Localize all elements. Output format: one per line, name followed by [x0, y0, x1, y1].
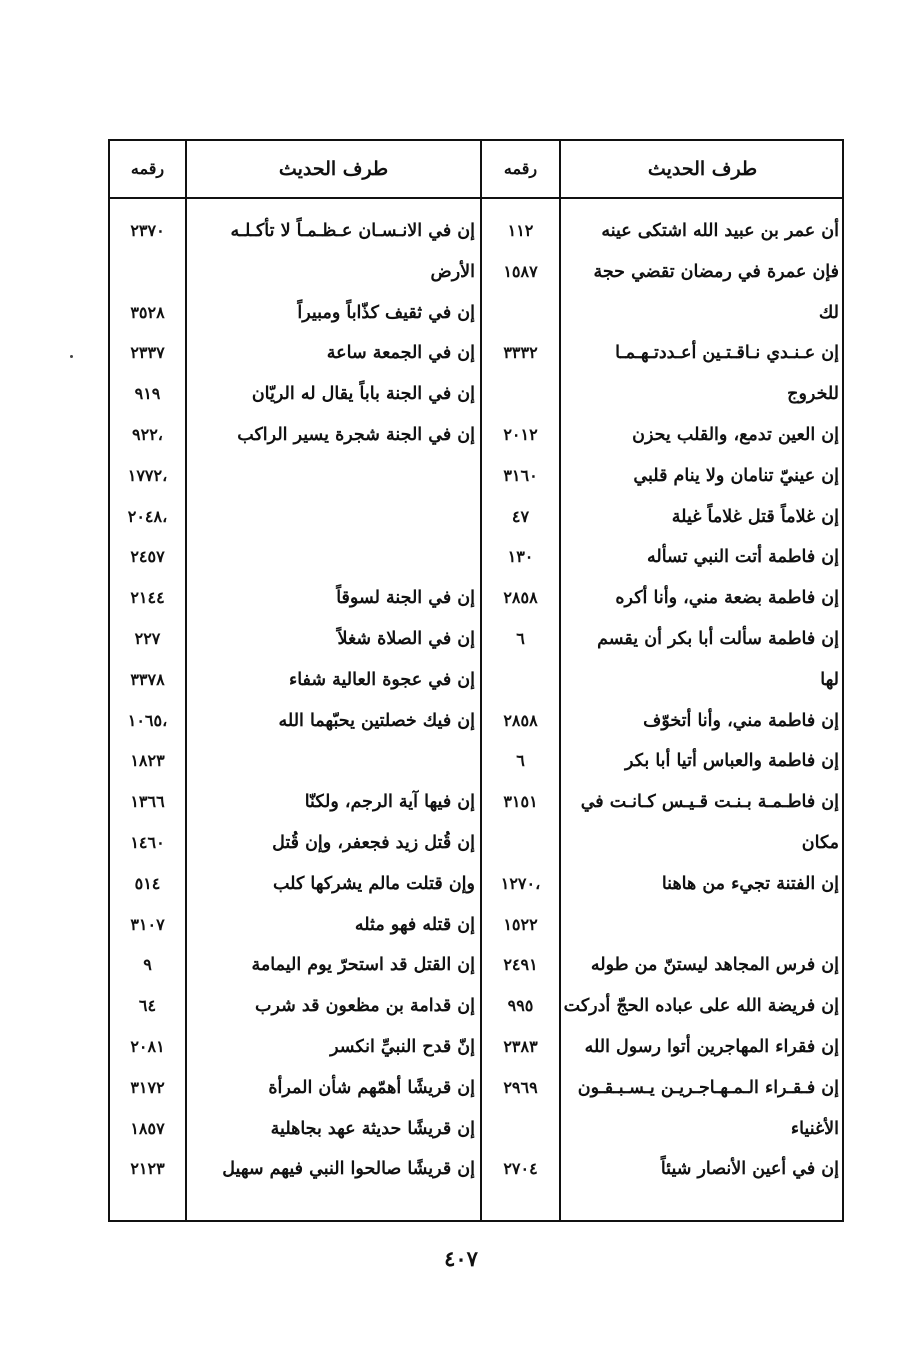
- left-row-hadith-number: ٩٢٢،: [132, 425, 163, 444]
- right-row-hadith-text: إن فاطمة بضعة مني، وأنا أكره: [615, 588, 839, 609]
- left-row-hadith-number: ١٨٥٧: [130, 1118, 165, 1138]
- left-row-hadith-text: إن فيها آية الرجم، ولكنّا: [304, 792, 475, 813]
- right-row-hadith-number: [482, 293, 559, 333]
- left-row-hadith-number: ١٣٦٦: [130, 792, 165, 812]
- left-row-hadith-text: إن القتل قد استحرّ يوم اليمامة: [251, 955, 475, 976]
- right-row-hadith-number: ٢٨٥٨: [503, 588, 538, 608]
- left-row-hadith-text: إن قريشًا صالحوا النبي فيهم سهيل: [222, 1159, 475, 1180]
- right-row-hadith-text: فإن عمرة في رمضان تقضي حجة: [593, 261, 839, 282]
- right-row-hadith-number: ٩٩٥: [507, 996, 534, 1016]
- right-row-hadith-text: إن فاطمة والعباس أتيا أبا بكر: [625, 751, 839, 772]
- right-row-hadith-text: إن الفتنة تجيء من هاهنا: [661, 873, 839, 894]
- left-row-hadith-text: إن في عجوة العالية شفاء: [288, 669, 475, 690]
- left-row-hadith-text: إن في الجنة باباً يقال له الريّان: [251, 384, 475, 405]
- left-row-hadith-number: ١٧٧٢،: [127, 465, 168, 485]
- right-row-hadith-text: إن فريضة الله على عباده الحجّ أدركت: [563, 996, 839, 1017]
- right-row-hadith-text: [561, 905, 839, 945]
- header-left-hadith: طرف الحديث: [278, 158, 389, 180]
- right-row-hadith-text: إن فقراء المهاجرين أتوا رسول الله: [584, 1037, 839, 1057]
- right-row-hadith-text: أن عمر بن عبيد الله اشتكى عينه: [601, 221, 839, 241]
- right-row-hadith-number: ٣٣٣٢: [503, 343, 538, 363]
- right-row-hadith-text: إن عينيّ تنامان ولا ينام قلبي: [633, 465, 839, 486]
- left-row-hadith-text: إن في الجنة شجرة يسير الراكب: [237, 425, 475, 445]
- right-row-hadith-number: ٢٨٥٨: [503, 710, 538, 730]
- hadith-index-table: [108, 139, 844, 1222]
- left-row-hadith-text: إن في الانـسـان عـظـمـاً لا تأكـلـه: [230, 221, 475, 241]
- left-row-hadith-text: إن قُتل زيد فجعفر، وإن قُتل: [272, 833, 475, 853]
- right-row-hadith-text: إن فاطمة سألت أبا بكر أن يقسم: [597, 629, 839, 649]
- right-row-hadith-text: للخروج: [787, 384, 839, 405]
- left-row-hadith-text: [187, 456, 475, 496]
- margin-mark: [70, 355, 73, 358]
- left-row-hadith-text: [187, 537, 475, 577]
- left-row-hadith-text: إن في ثقيف كذّاباً ومبيراً: [297, 302, 475, 323]
- left-row-hadith-number: ١٠٦٥،: [127, 710, 168, 730]
- right-row-hadith-number: [482, 823, 559, 863]
- left-row-hadith-number: ٣٥٢٨: [130, 302, 165, 322]
- left-row-hadith-number: ٩١٩: [134, 384, 161, 404]
- left-row-hadith-number: ٢٣٧٠: [130, 221, 165, 240]
- left-row-hadith-number: ٣١٠٧: [130, 914, 165, 934]
- left-row-hadith-text: [187, 741, 475, 781]
- left-row-hadith-text: إن قريشًا حديثة عهد بجاهلية: [270, 1118, 475, 1139]
- right-row-hadith-text: إن فرس المجاهد ليستنّ من طوله: [590, 955, 839, 976]
- right-row-hadith-number: [482, 374, 559, 414]
- left-row-hadith-number: ٩: [143, 955, 152, 975]
- right-row-hadith-number: ٦: [516, 751, 525, 771]
- right-row-hadith-text: إن العين تدمع، والقلب يحزن: [632, 425, 839, 445]
- left-row-hadith-number: ٢٢٧: [134, 629, 161, 648]
- right-row-hadith-text: إن فاطـمـة بـنـت قـيـس كـانـت في: [580, 792, 839, 813]
- left-row-hadith-text: إن في الصلاة شغلاً: [337, 629, 475, 649]
- left-row-hadith-number: [110, 252, 185, 292]
- header-left-number: رقمه: [130, 159, 165, 178]
- header-right-hadith: طرف الحديث: [647, 158, 758, 180]
- right-row-hadith-text: إن عـنـدي نـاقـتـين أعـددتـهـمـا: [615, 343, 839, 364]
- right-row-hadith-text: إن فـقـراء الـمـهـاجـريـن يـسـبـقـون: [577, 1077, 839, 1098]
- left-row-hadith-number: ٢١٤٤: [130, 588, 165, 608]
- left-row-hadith-text: إن في الجنة لسوقاً: [336, 588, 475, 609]
- left-row-hadith-text: إن قريشًا أهمّهم شأن المرأة: [268, 1077, 475, 1098]
- right-row-hadith-text: إن فاطمة أتت النبي تسأله: [647, 547, 839, 568]
- right-row-hadith-text: لك: [818, 302, 839, 323]
- right-row-hadith-number: ١٣٠: [507, 547, 534, 567]
- right-row-hadith-number: ٢٧٠٤: [503, 1159, 538, 1179]
- right-row-hadith-number: ٣١٦٠: [503, 465, 538, 485]
- left-row-hadith-number: ٦٤: [138, 996, 157, 1016]
- right-row-hadith-text: إن في أعين الأنصار شيئاً: [660, 1159, 839, 1180]
- header-right-number: رقمه: [503, 159, 538, 178]
- left-row-hadith-text: إن فيك خصلتين يحبّهما الله: [278, 710, 475, 731]
- left-row-hadith-number: ٢١٢٣: [130, 1159, 165, 1179]
- right-row-hadith-text: مكان: [801, 833, 839, 853]
- left-row-hadith-number: ١٨٢٣: [130, 751, 165, 771]
- right-row-hadith-number: ٣١٥١: [503, 792, 538, 812]
- right-row-hadith-text: إن غلاماً قتل غلاماً غيلة: [671, 506, 839, 527]
- header-divider: [110, 197, 842, 199]
- right-row-hadith-number: ٢٩٦٩: [503, 1077, 538, 1097]
- left-row-hadith-number: ٥١٤: [134, 873, 161, 893]
- left-row-hadith-number: ٢٤٥٧: [130, 547, 165, 567]
- left-row-hadith-number: ١٤٦٠: [130, 833, 165, 852]
- left-row-hadith-number: ٣٣٧٨: [130, 669, 165, 689]
- left-row-hadith-text: إن قدامة بن مظعون قد شرب: [255, 996, 475, 1017]
- right-row-hadith-number: ١٥٨٧: [503, 261, 538, 281]
- right-row-hadith-number: ١٢٧٠،: [500, 873, 541, 893]
- left-row-hadith-text: [187, 497, 475, 537]
- left-row-hadith-text: إن في الجمعة ساعة: [326, 343, 475, 364]
- left-row-hadith-number: ٢٠٤٨،: [127, 506, 168, 526]
- right-row-hadith-text: لها: [820, 669, 839, 690]
- right-row-hadith-number: ٢٣٨٣: [503, 1037, 538, 1056]
- right-row-hadith-text: الأغنياء: [790, 1118, 839, 1139]
- left-row-hadith-number: ٢٣٣٧: [130, 343, 165, 363]
- left-row-hadith-text: الأرض: [430, 261, 475, 282]
- left-row-hadith-number: ٣١٧٢: [130, 1077, 165, 1097]
- right-row-hadith-number: ٢٠١٢: [503, 425, 538, 444]
- right-row-hadith-number: ٦: [516, 629, 525, 648]
- right-row-hadith-number: ٤٧: [511, 506, 530, 526]
- page-number: ٤٠٧: [444, 1246, 478, 1271]
- right-row-hadith-text: إن فاطمة مني، وأنا أتخوّف: [643, 710, 839, 731]
- right-row-hadith-number: ١١٢: [507, 221, 534, 240]
- left-row-hadith-text: وإن قتلت مالم يشركها كلب: [272, 873, 475, 894]
- right-row-hadith-number: ١٥٢٢: [503, 914, 538, 934]
- left-row-hadith-number: ٢٠٨١: [130, 1037, 165, 1056]
- right-row-hadith-number: [482, 1109, 559, 1149]
- right-row-hadith-number: ٢٤٩١: [503, 955, 538, 975]
- left-row-hadith-text: إنّ قدح النبيِّ انكسر: [330, 1037, 475, 1057]
- right-row-hadith-number: [482, 660, 559, 700]
- left-row-hadith-text: إن قتله فهو مثله: [354, 914, 475, 935]
